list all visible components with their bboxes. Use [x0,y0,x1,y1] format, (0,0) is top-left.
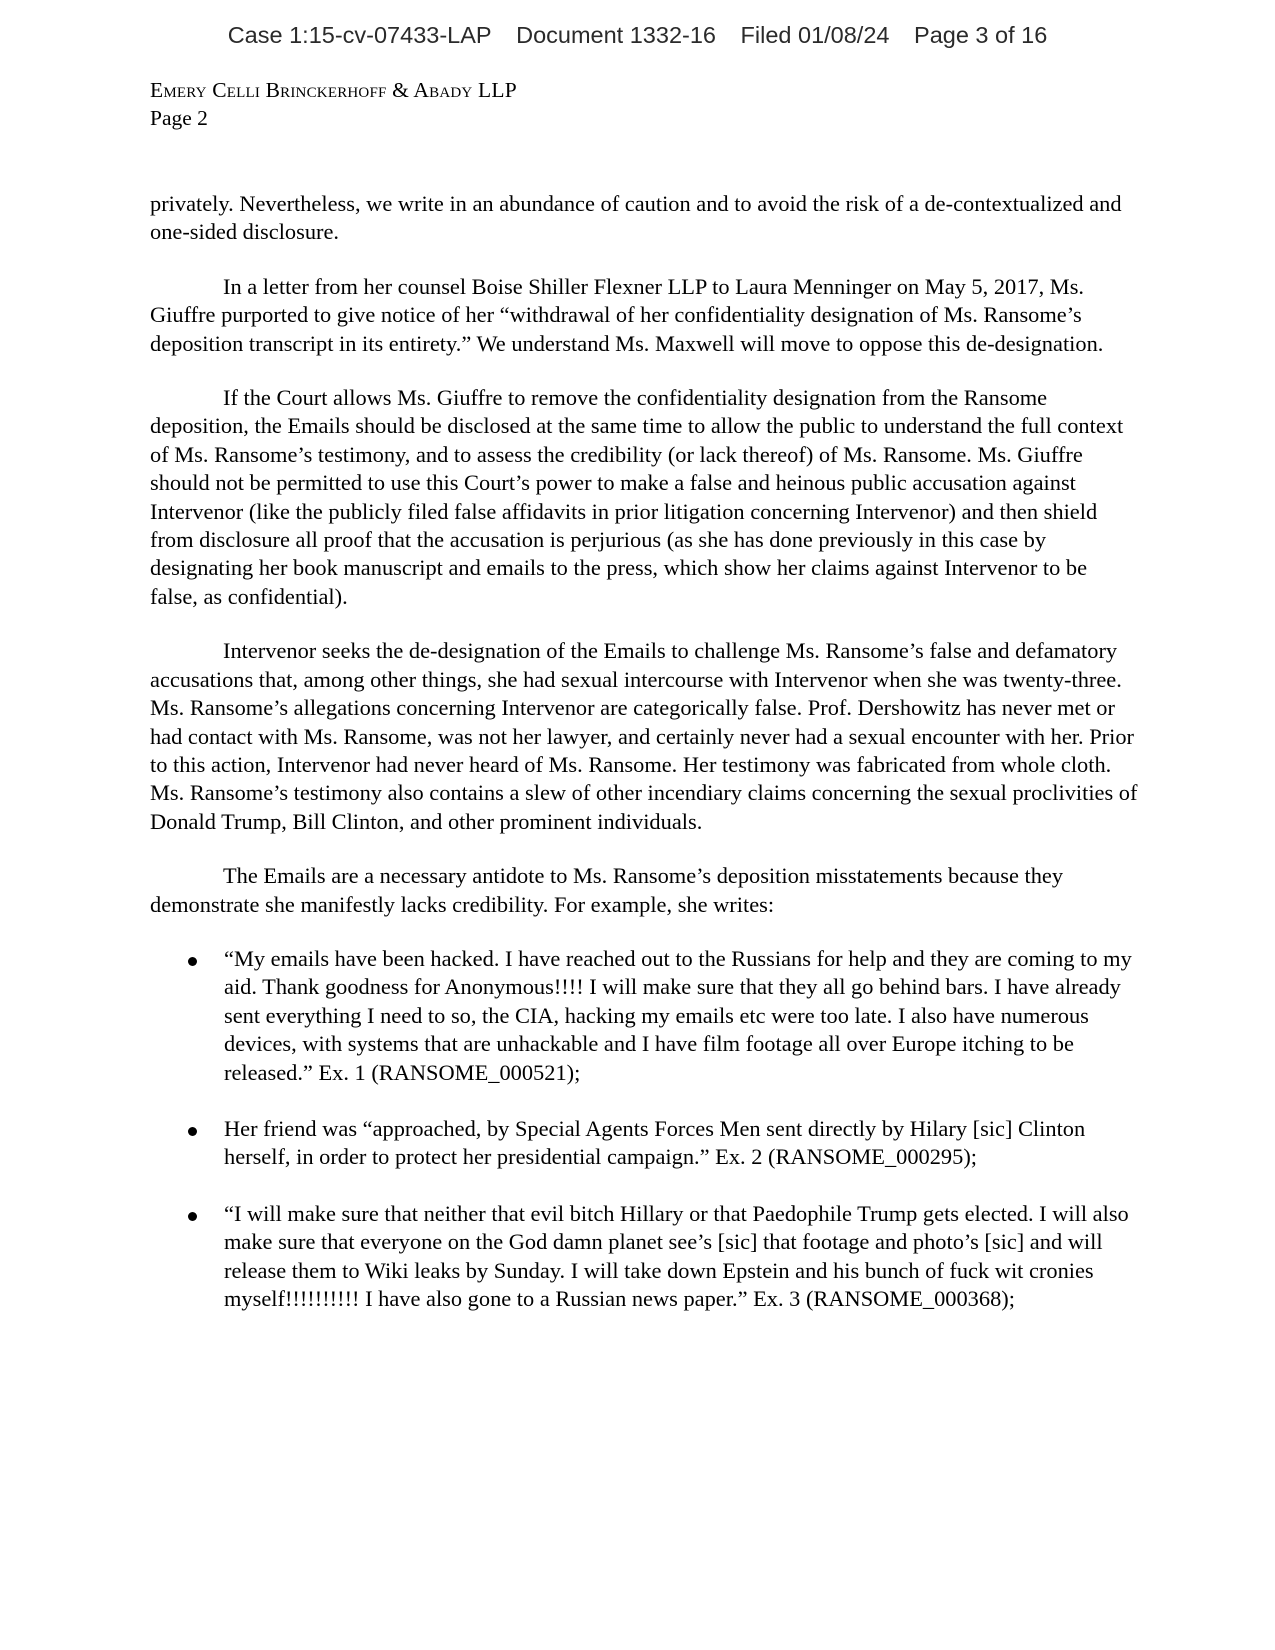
paragraph-antidote: The Emails are a necessary antidote to Ms. Ransome’s deposition misstatements because they demonstrate she manifestly lacks credibility. For example, she writes: [150,863,1064,917]
paragraph-continuation: privately. Nevertheless, we write in an abundance of caution and to avoid the risk of a de-contextualized and one-sided disclosure. [150,191,1122,245]
email-quotes-list [150,945,1140,1313]
bullet-icon [188,957,197,966]
bullet-icon [188,1127,197,1136]
list-item [150,945,1140,1087]
letter-page-label: Page 2 [150,106,208,130]
case-header [0,22,1275,49]
bullet-icon [188,1212,197,1221]
case-number: Case 1:15-cv-07433-LAP [227,22,492,48]
list-item [150,1200,1140,1314]
filed-date: Filed 01/08/24 [740,22,890,48]
paragraph-disclosure-argument: If the Court allows Ms. Giuffre to remove the confidentiality designation from the Ransome deposition, the Emails should be disclosed at the same time to allow the public to understand the full context of Ms. Ransome’s testimony, and to assess the credibility (or lack thereof) of Ms. Ransome. Ms. Giuffre should not be permitted to use this Court’s power to make a false and heinous public accusation against Intervenor (like the publicly filed false affidavits in prior litigation concerning Intervenor) and then shield from disclosure all proof that the accusation is perjurious (as she has done previously in this case by designating her book manuscript and emails to the press, which show her claims against Intervenor to be false, as confidential). [150,385,1124,609]
page-count: Page 3 of 16 [914,22,1048,48]
document-number: Document 1332-16 [516,22,716,48]
paragraph-de-designation: Intervenor seeks the de-designation of the Emails to challenge Ms. Ransome’s false and defamatory accusations that, among other things, she had sexual intercourse with Intervenor when she was twenty-three. Ms. Ransome’s allegations concerning Intervenor are categorically false. Prof. Dershowitz has never met or had contact with Ms. Ransome, was not her lawyer, and certainly never had a sexual encounter with her. Prior to this action, Intervenor had never heard of Ms. Ransome. Her testimony was fabricated from whole cloth. Ms. Ransome’s testimony also contains a slew of other incendiary claims concerning the sexual proclivities of Donald Trump, Bill Clinton, and other prominent individuals. [150,638,1138,834]
bullet-text: “I will make sure that neither that evil bitch Hillary or that Paedophile Trump gets elected. I will also make sure that everyone on the God damn planet see’s [sic] that footage and photo’s [sic] and will release them to Wiki leaks by Sunday. I will take down Epstein and his bunch of fuck wit cronies myself!!!!!!!!!! I have also gone to a Russian news paper.” Ex. 3 (RANSOME_000368); [224,1200,1129,1311]
firm-name: Emery Celli Brinckerhoff & Abady LLP [150,78,517,102]
letter-body [150,190,1140,1341]
list-item [150,1115,1140,1172]
paragraph-withdrawal-notice: In a letter from her counsel Boise Shiller Flexner LLP to Laura Menninger on May 5, 2017, Ms. Giuffre purported to give notice of her “withdrawal of her confidentiality designation of Ms. Ransome’s deposition transcript in its entirety.” We understand Ms. Maxwell will move to oppose this de-designation. [150,273,1104,356]
bullet-text: Her friend was “approached, by Special Agents Forces Men sent directly by Hilary [sic] Clinton herself, in order to protect her presidential campaign.” Ex. 2 (RANSOME_000295); [224,1115,1086,1170]
letterhead [150,76,517,132]
bullet-text: “My emails have been hacked. I have reached out to the Russians for help and they are coming to my aid. Thank goodness for Anonymous!!!! I will make sure that they all go behind bars. I have already sent everything I need to so, the CIA, hacking my emails etc were too late. I also have numerous devices, with systems that are unhackable and I have film footage all over Europe itching to be released.” Ex. 1 (RANSOME_000521); [224,945,1132,1085]
